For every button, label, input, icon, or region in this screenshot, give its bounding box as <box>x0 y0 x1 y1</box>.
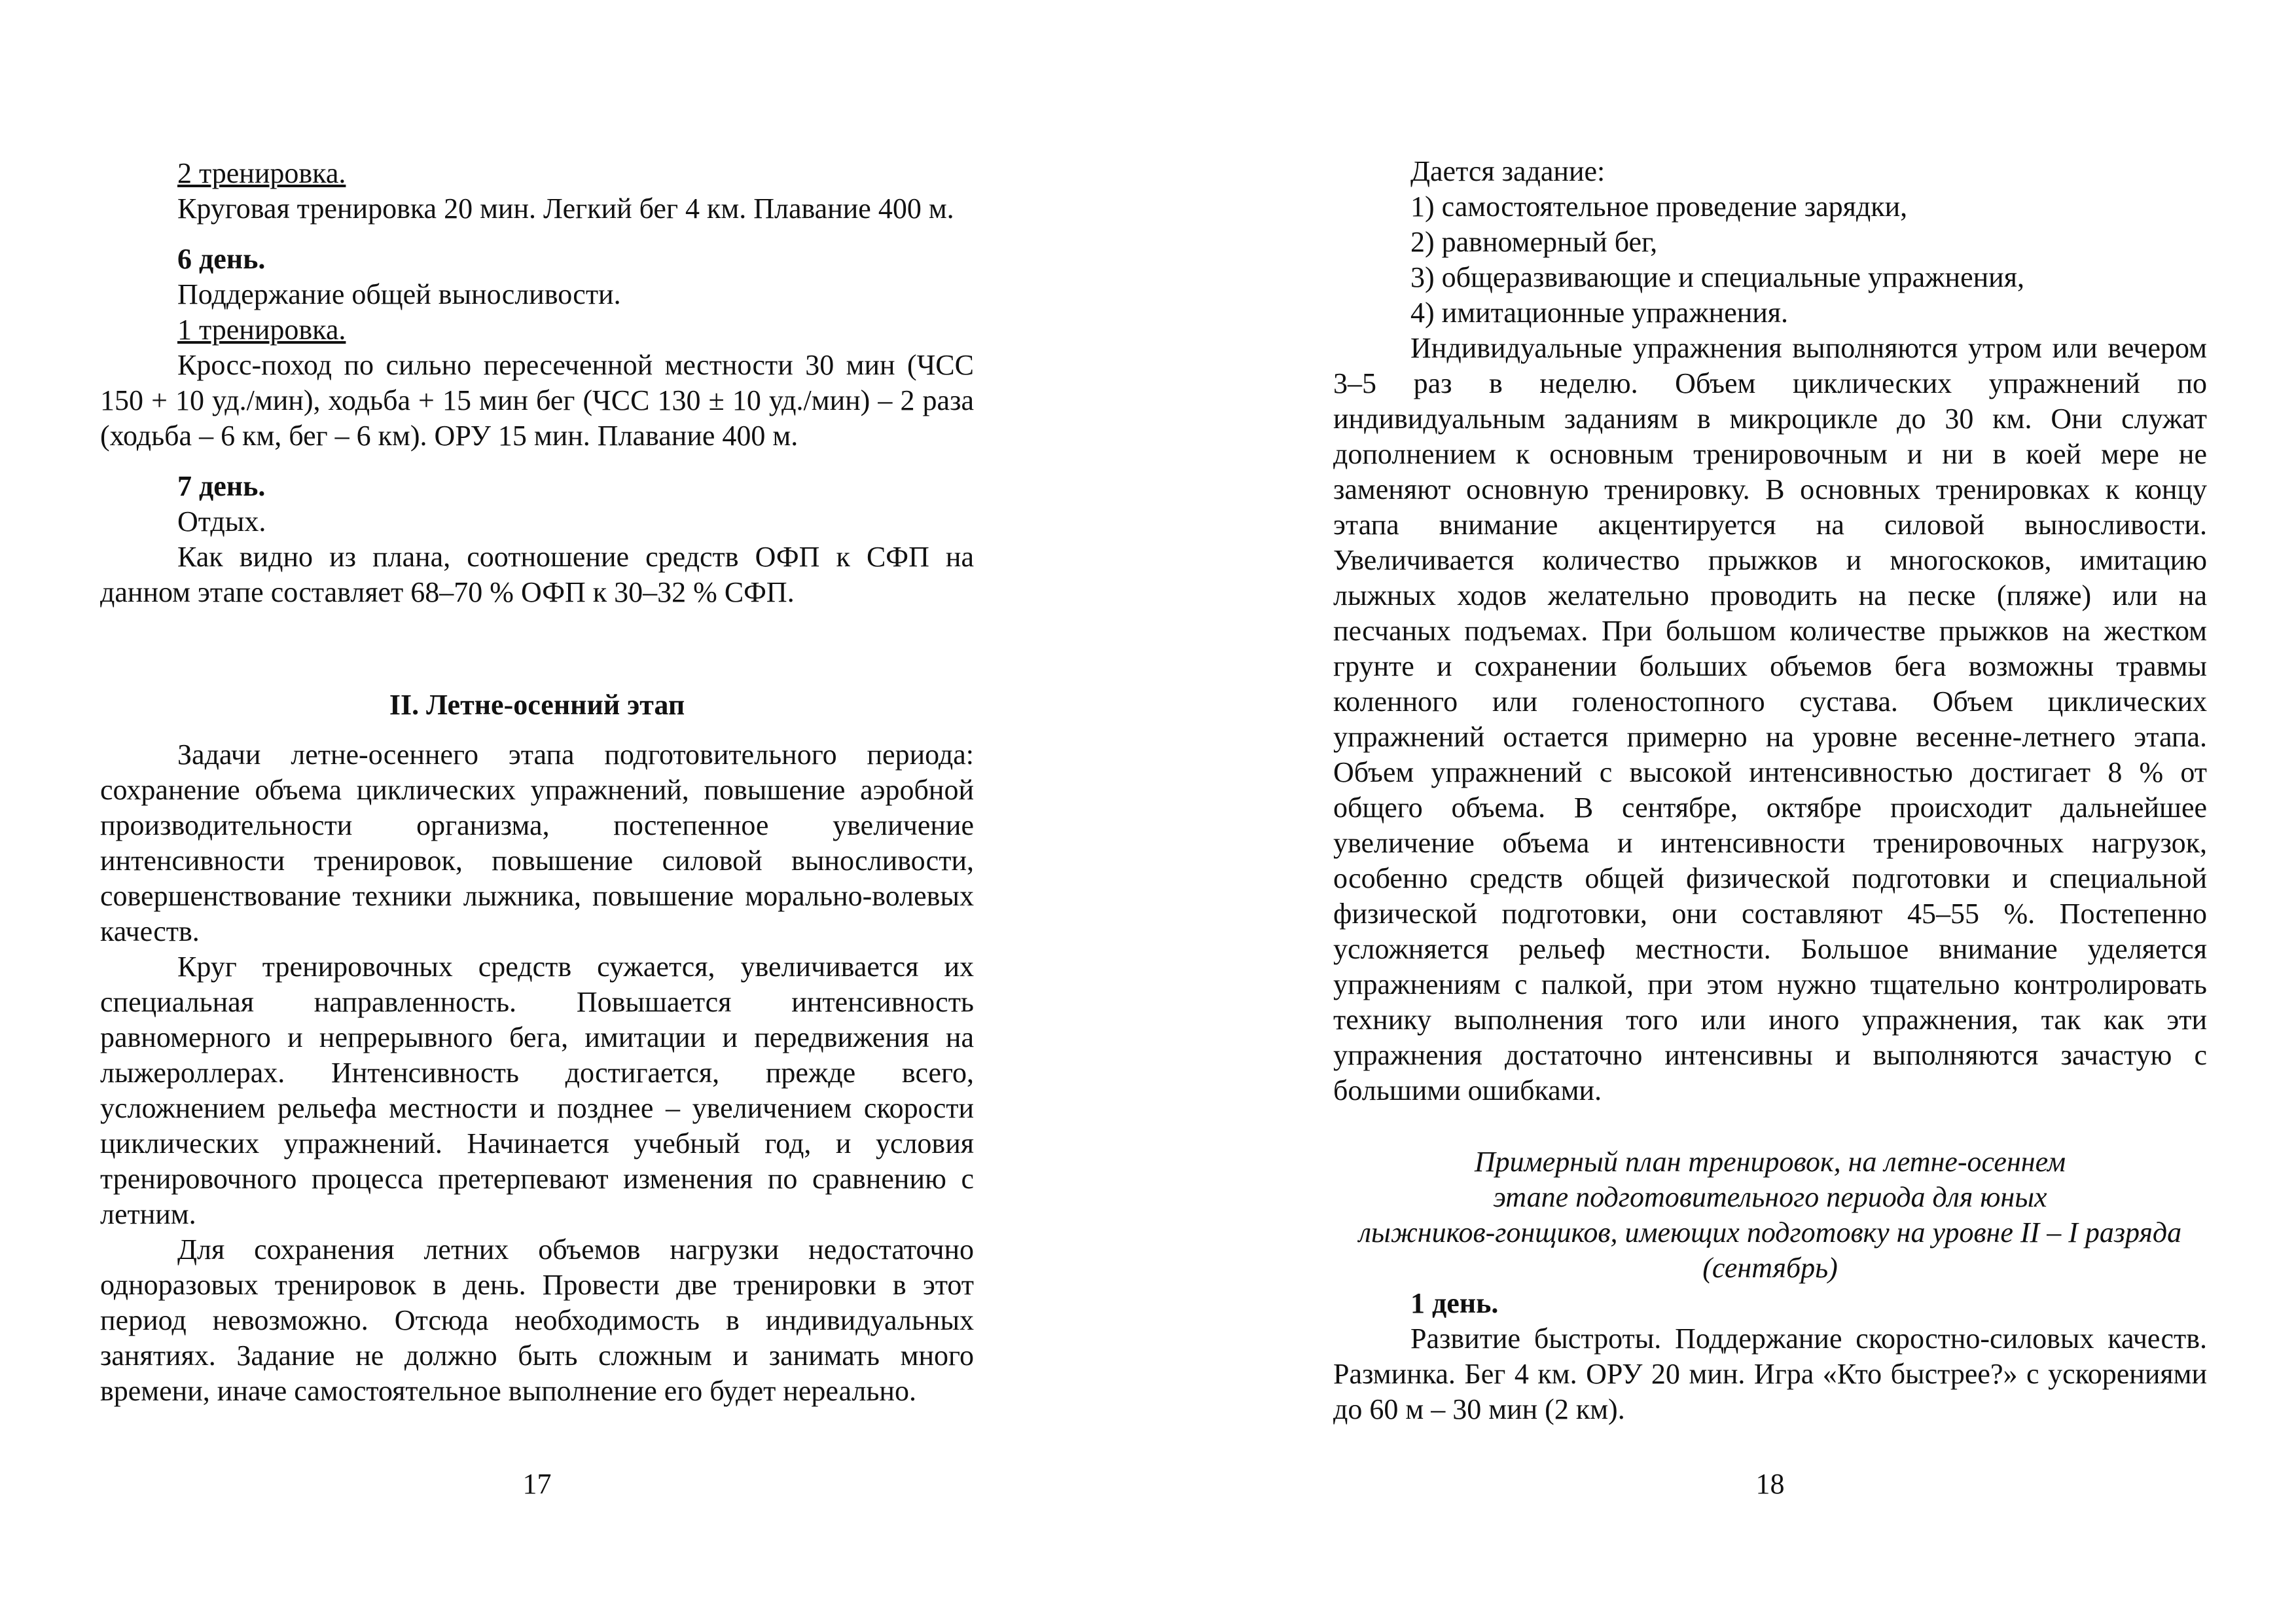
paragraph: Кросс-поход по сильно пересеченной местности 30 мин (ЧСС 150 + 10 уд./мин), ходьба + 15 мин бег (ЧСС 130 ± 10 уд./мин) – 2 раза (ходьба – 6 км, бег – 6 км). ОРУ 15 мин. Плавание 400 м. <box>100 349 974 452</box>
plan-title-line: (сентябрь) <box>1702 1252 1838 1284</box>
list-item: 2) равномерный бег, <box>1410 226 1658 258</box>
list-item: 1) самостоятельное проведение зарядки, <box>1410 191 1908 223</box>
left-page <box>100 0 974 1623</box>
page-number: 18 <box>1755 1468 1785 1500</box>
day-heading: 1 день. <box>1410 1287 1499 1319</box>
list-item: 3) общеразвивающие и специальные упражнения, <box>1410 261 2024 293</box>
paragraph: Круговая тренировка 20 мин. Легкий бег 4 км. Плавание 400 м. <box>177 192 954 225</box>
paragraph: Круг тренировочных средств сужается, увеличивается их специальная направленность. Повышается интенсивность равномерного и непрерывного бега, имитации и передвижения на лыжероллерах. Интенсивность достигается, прежде всего, усложнением рельефа местности и позднее – увеличением скорости циклических упражнений. Начинается учебный год, и условия тренировочного процесса претерпевают изменения по сравнению с летним. <box>100 951 974 1230</box>
day-heading: 7 день. <box>177 470 266 502</box>
left-page-content <box>100 156 974 1409</box>
paragraph: Развитие быстроты. Поддержание скоростно-силовых качеств. Разминка. Бег 4 км. ОРУ 20 мин. Игра «Кто быстрее?» с ускорениями до 60 м – 30 мин (2 км). <box>1333 1322 2207 1425</box>
paragraph: Задачи летне-осеннего этапа подготовительного периода: сохранение объема циклических упражнений, повышение аэробной производительности организма, постепенное увеличение интенсивности тренировок, повышение силовой выносливости, совершенствование техники лыжника, повышение морально-волевых качеств. <box>100 739 974 947</box>
paragraph: Для сохранения летних объемов нагрузки недостаточно одноразовых тренировок в день. Провести две тренировки в этот период невозможно. Отсюда необходимость в индивидуальных занятиях. Задание не должно быть сложным и занимать много времени, иначе самостоятельное выполнение его будет нереально. <box>100 1233 974 1407</box>
day-heading: 6 день. <box>177 243 266 275</box>
paragraph: Индивидуальные упражнения выполняются утром или вечером 3–5 раз в неделю. Объем циклических упражнений по индивидуальным заданиям в микроцикле до 30 км. Они служат дополнением к основным тренировочным и ни в коей мере не заменяют основную тренировку. В основных тренировках к концу этапа внимание акцентируется на силовой выносливости. Увеличивается количество прыжков и многоскоков, имитацию лыжных ходов желательно проводить на песке (пляже) или на песчаных подъемах. При большом количестве прыжков на жестком грунте и сохранении больших объемов бега возможны травмы коленного или голеностопного сустава. Объем циклических упражнений остается примерно на уровне весенне-летнего этапа. Объем упражнений с высокой интенсивностью достигает 8 % от общего объема. В сентябре, октябре происходит дальнейшее увеличение объема и интенсивности тренировочных нагрузок, особенно средств общей физической подготовки и специальной физической подготовки, они составляют 45–55 %. Постепенно усложняется рельеф местности. Большое внимание уделяется упражнениям с палкой, при этом нужно тщательно контролировать технику выполнения того или иного упражнения, так как эти упражнения достаточно интенсивны и выполняются зачастую с большими ошибками. <box>1333 332 2207 1106</box>
paragraph: Отдых. <box>177 505 266 538</box>
plan-title-line: этапе подготовительного периода для юных <box>1493 1181 2047 1213</box>
subheading-training-1: 1 тренировка. <box>177 314 346 346</box>
plan-title-line: Примерный план тренировок, на летне-осеннем <box>1474 1146 2066 1178</box>
subheading-training-2: 2 тренировка. <box>177 157 346 189</box>
paragraph: Как видно из плана, соотношение средств ОФП к СФП на данном этапе составляет 68–70 % ОФП к 30–32 % СФП. <box>100 541 974 608</box>
plan-title <box>1333 1144 2207 1286</box>
page-number: 17 <box>522 1468 552 1500</box>
right-page <box>1333 0 2207 1623</box>
list-item: 4) имитационные упражнения. <box>1410 297 1789 329</box>
right-page-content <box>1333 154 2207 1427</box>
paragraph: Поддержание общей выносливости. <box>177 278 621 310</box>
section-title: II. Летне-осенний этап <box>389 689 685 721</box>
plan-title-line: лыжников-гонщиков, имеющих подготовку на уровне II – I разряда <box>1358 1216 2182 1249</box>
paragraph: Дается задание: <box>1410 155 1605 187</box>
